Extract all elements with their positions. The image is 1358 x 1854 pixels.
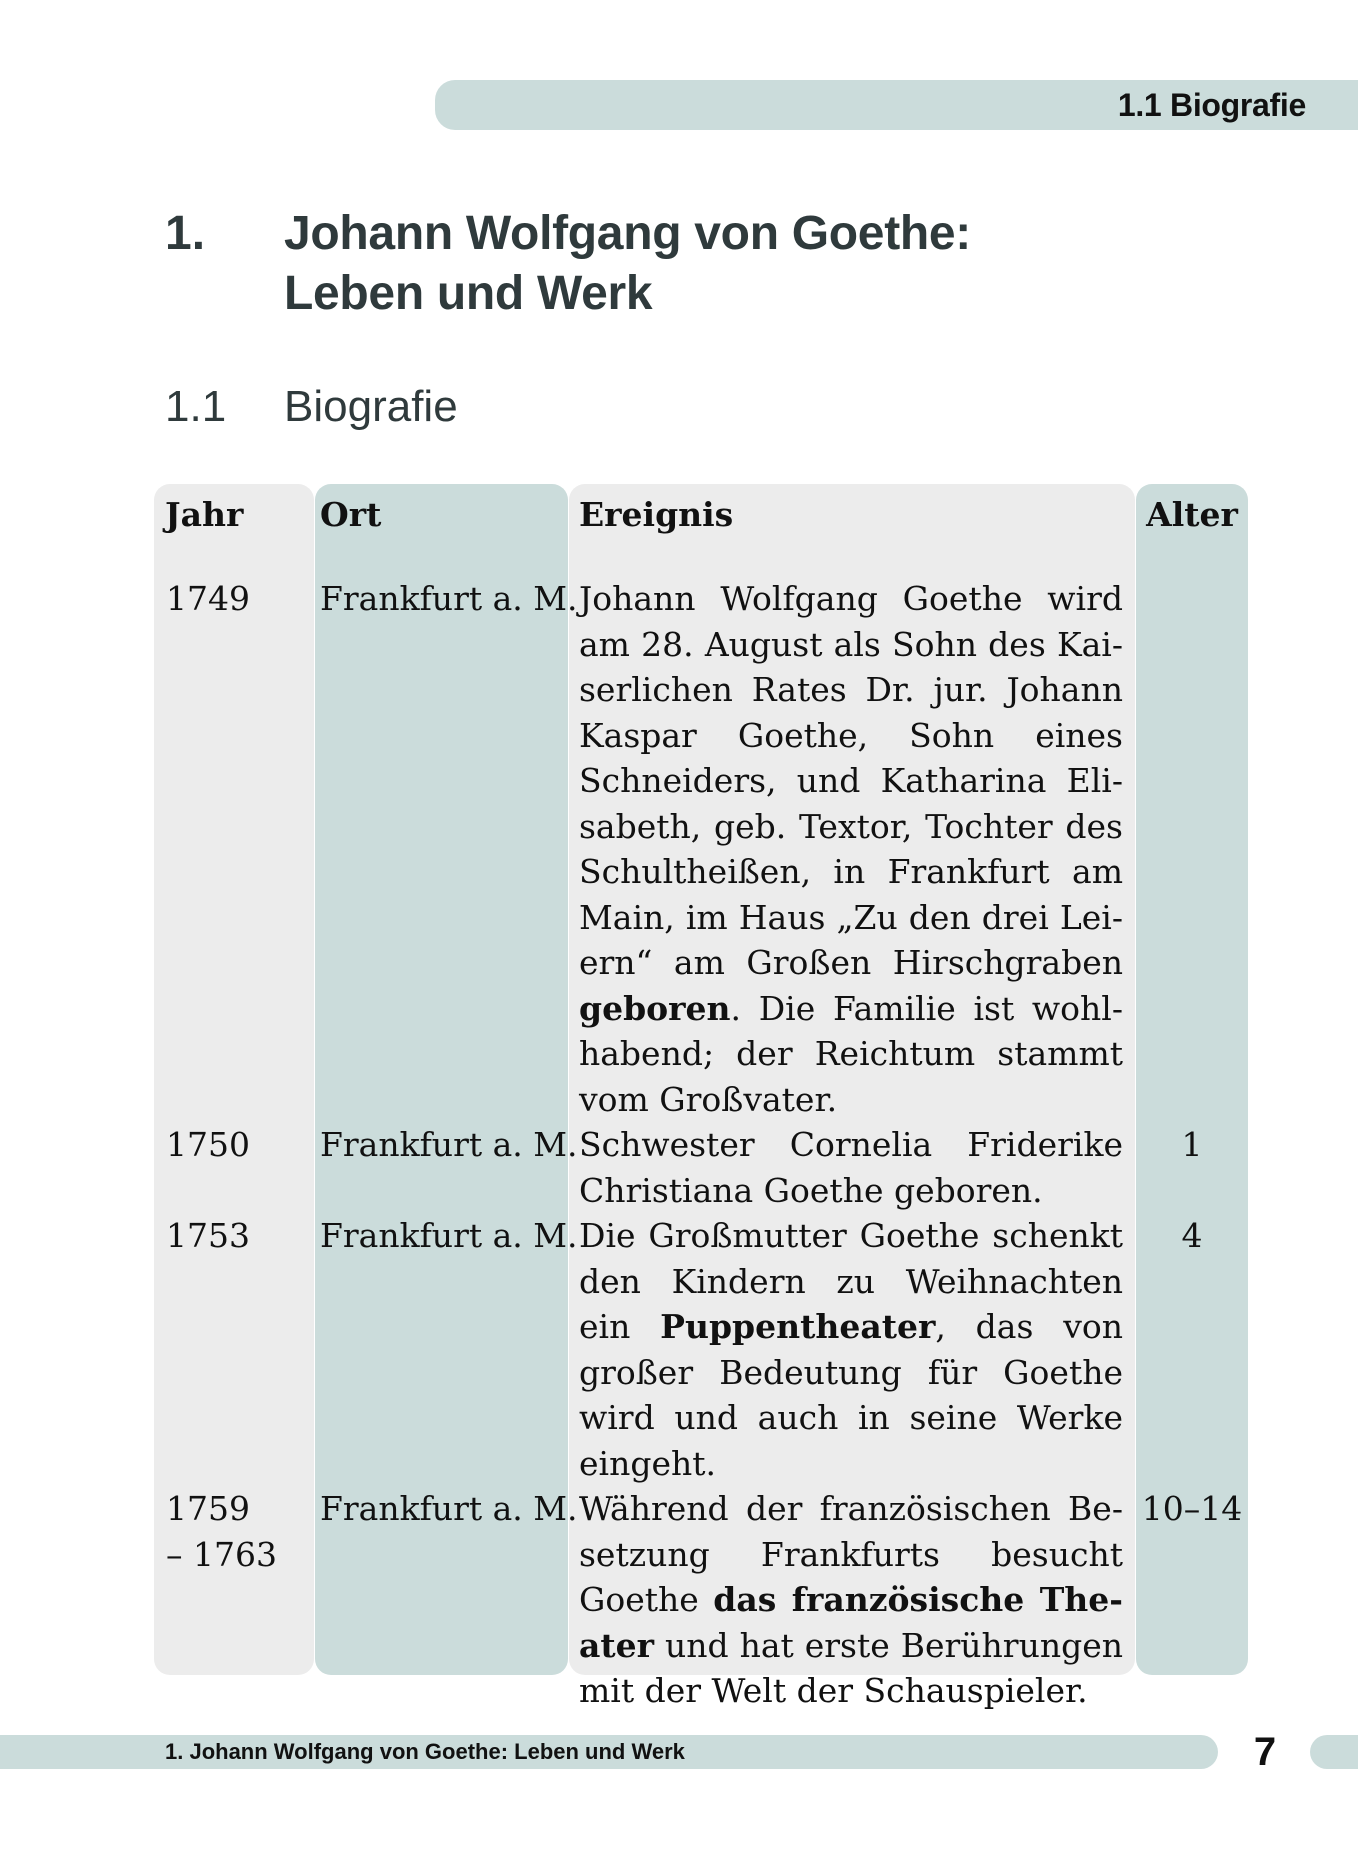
header-event: Ereignis [579,495,734,534]
running-header [435,80,1358,130]
row-place: Frankfurt a. M. [320,1216,578,1255]
row-event [569,1486,1136,1714]
chapter-title [284,204,1184,324]
chapter-number: 1. [165,207,206,260]
event-highlight: Puppentheater [660,1307,936,1346]
section-number: 1.1 [165,382,227,431]
row-place: Frankfurt a. M. [320,1125,578,1164]
row-place: Frankfurt a. M. [320,1489,578,1528]
chapter-title-line-1: Johann Wolfgang von Goethe: [284,207,971,260]
header-age: Alter [1146,495,1238,534]
table-row [154,1486,1248,1714]
header-year: Jahr [165,495,244,534]
row-age: 1 [1181,1125,1203,1164]
event-text: Die Großmutter Goethe schenkt den Kindern zu Weihnachten ein [579,1216,1123,1346]
table-row [154,576,1248,1122]
row-age: 4 [1181,1216,1203,1255]
row-age: 10–14 [1141,1489,1243,1528]
event-highlight: das französische Theater [579,1580,1123,1665]
row-year: 1753 [166,1216,250,1255]
running-footer [0,1735,1218,1769]
event-text: und hat erste Berührungen mit der Welt der Schauspieler. [579,1625,1123,1710]
row-year [154,1486,315,1714]
event-text: . Die Familie ist wohlhabend; der Reichtum stammt vom Großvater. [579,988,1123,1119]
row-place: Frankfurt a. M. [320,579,578,618]
chapter-title-line-2: Leben und Werk [284,267,653,320]
table-row [154,1122,1248,1213]
row-age [1136,576,1248,1122]
footer-tab [1310,1735,1358,1769]
event-text: Johann Wolfgang Goethe wird am 28. August als Sohn des Kaiserlichen Rates Dr. jur. Johann Kaspar Goethe, Sohn eines Schneiders, und Katharina Elisabeth, geb. Textor, Tochter des Schultheißen, in Frankfurt am Main, im Haus „Zu den drei Leiern“ am Großen Hirschgraben [579,579,1123,982]
header-place: Ort [320,495,382,534]
table-header-row [154,484,1248,576]
row-year-start: 1759 [166,1489,250,1528]
row-year-end: – 1763 [166,1534,277,1574]
row-event [569,576,1136,1122]
row-year: 1750 [166,1125,250,1164]
row-event [569,1213,1136,1486]
running-footer-label: 1. Johann Wolfgang von Goethe: Leben und Werk [165,1739,685,1764]
section-title: Biografie [284,382,458,431]
event-highlight: geboren [579,988,731,1028]
row-year: 1749 [166,579,250,618]
row-event: Schwester Cornelia Friderike Christiana Goethe geboren. [579,1125,1123,1210]
chronology-table [154,484,1248,1714]
table-row [154,1213,1248,1486]
page-number: 7 [1253,1730,1277,1774]
event-text: , das von großer Bedeutung für Goethe wird und auch in seine Werke eingeht. [579,1307,1124,1483]
event-text: Während der französischen Besetzung Frankfurts besucht Goethe [579,1489,1123,1619]
running-header-label: 1.1 Biografie [1117,87,1306,123]
